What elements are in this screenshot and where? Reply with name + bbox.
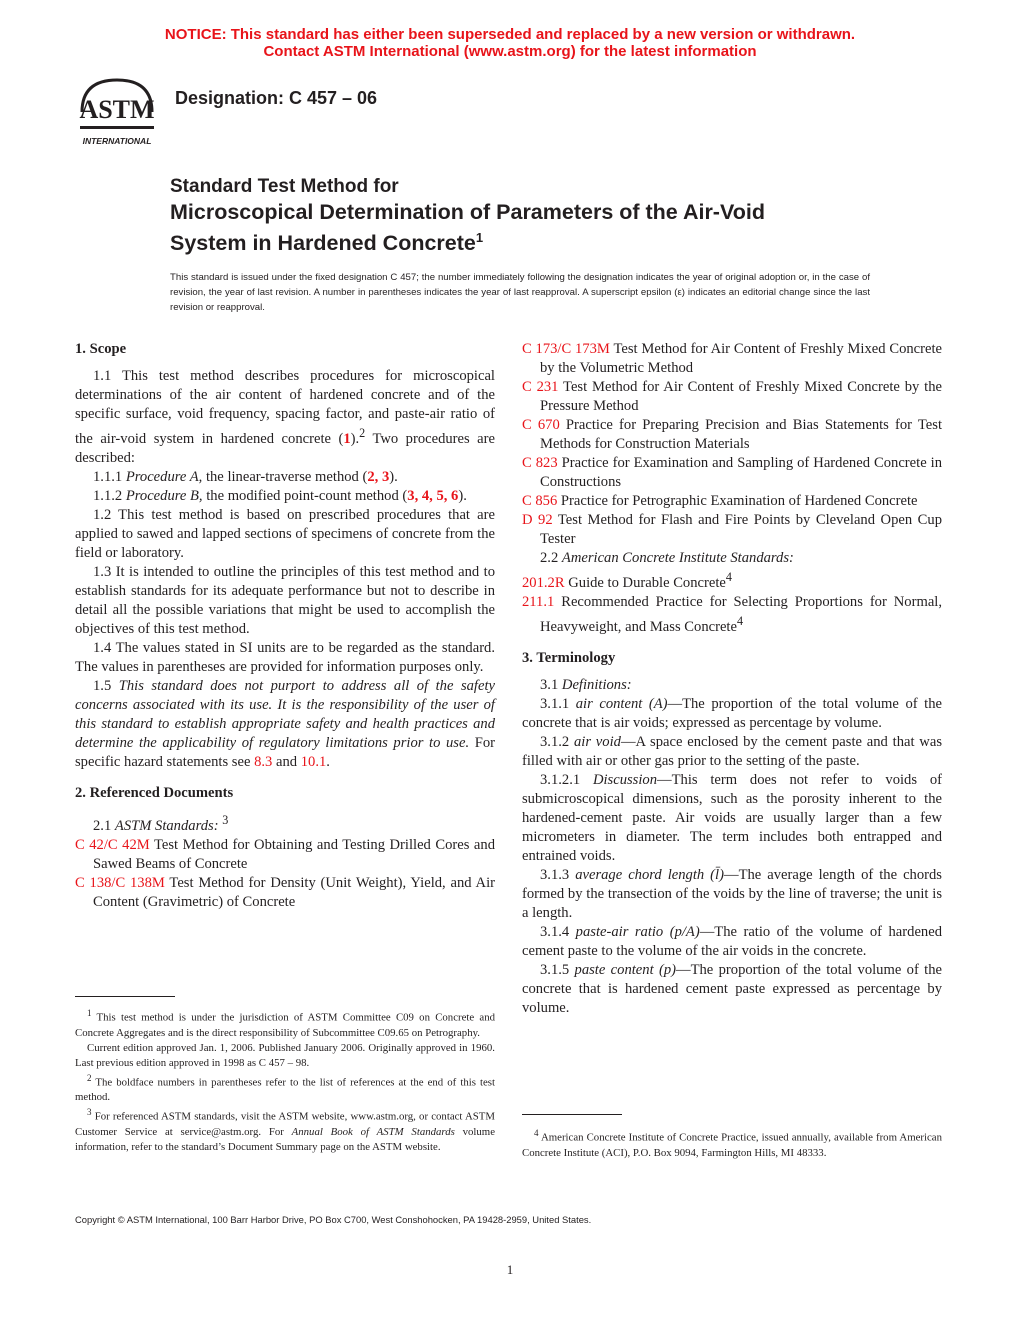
footnotes-right	[522, 1126, 942, 1161]
notice-line-1: NOTICE: This standard has either been superseded and replaced by a new version or withdrawn.	[164, 26, 856, 43]
ref-code-link[interactable]: D 92	[522, 512, 553, 528]
para-2-2: 2.2 American Concrete Institute Standards:	[540, 550, 794, 566]
logo-subtitle: INTERNATIONAL	[82, 136, 152, 146]
para-3-1: 3.1 Definitions:	[540, 676, 632, 693]
para-1-4: 1.4 The values stated in SI units are to be regarded as the standard. The values in parentheses are provided for information purposes only.	[75, 639, 495, 675]
ref-code-link[interactable]: C 173/C 173M	[522, 341, 610, 357]
page-number: 1	[506, 1262, 514, 1277]
footnote-rule-right	[522, 1114, 622, 1115]
notice-line-2: Contact ASTM International (www.astm.org) for the latest information	[263, 43, 757, 60]
designation: Designation: C 457 – 06	[175, 88, 378, 108]
section-heading-terminology: 3. Terminology	[522, 649, 616, 666]
title-main	[170, 200, 890, 256]
footnote-rule-left	[75, 996, 175, 997]
ref-item: C 231 Test Method for Air Content of Freshly Mixed Concrete by the Pressure Method	[522, 379, 942, 414]
ref-code-link[interactable]: C 856	[522, 493, 558, 509]
para-1-5: 1.5 This standard does not purport to address all of the safety concerns associated with its use. It is the responsibility of the user of this standard to establish appropriate safety and health practices and determine the applicability of regulatory limitations prior to use. For specific hazard statements see 8.3 and 10.1.	[75, 677, 495, 770]
ref-links-2-3[interactable]: 2, 3	[367, 468, 390, 485]
title-line-3: System in Hardened Concrete$^1$	[170, 230, 484, 256]
link-8-3[interactable]: 8.3	[254, 753, 273, 770]
section-heading-referenced: 2. Referenced Documents	[75, 784, 234, 801]
def-3-1-2: 3.1.2 air void—A space enclosed by the cement paste and that was filled with air or other gas prior to the setting of the paste.	[522, 733, 942, 769]
ref-item: C 670 Practice for Preparing Precision and Bias Statements for Test Methods for Construction Materials	[522, 417, 942, 452]
footnote-3: $^3$ For referenced ASTM standards, visit the ASTM website, www.astm.org, or contact ASTM Customer Service at service@astm.org. For Annual Book of ASTM Standards volume information, refer to the standard’s Document Summary page on the ASTM website.	[75, 1107, 495, 1153]
ref-item: C 42/C 42M Test Method for Obtaining and Testing Drilled Cores and Sawed Beams of Concrete	[75, 836, 495, 872]
aci-code-link[interactable]: 211.1	[522, 593, 555, 610]
astm-logo	[72, 72, 162, 152]
title-line-2: Microscopical Determination of Parameters of the Air-Void	[170, 200, 765, 224]
para-1-1-2: 1.1.2 Procedure B, the modified point-count method (3, 4, 5, 6).	[93, 487, 467, 504]
footnote-1: $^1$ This test method is under the jurisdiction of ASTM Committee C09 on Concrete and Concrete Aggregates and is the direct responsibility of Subcommittee C09.65 on Petrography.	[75, 1008, 495, 1039]
logo-letters: ASTM	[79, 95, 155, 124]
aci-item: 201.2R Guide to Durable Concrete$^4$	[522, 570, 732, 591]
para-1-3: 1.3 It is intended to outline the principles of this test method and to establish standards for its adequate performance but not to describe in detail all the possible variations that might be used to accomplish the objectives of this test method.	[75, 563, 495, 637]
ref-item: D 92 Test Method for Flash and Fire Points by Cleveland Open Cup Tester	[522, 512, 942, 547]
section-heading-scope: 1. Scope	[75, 341, 127, 357]
left-column	[75, 340, 495, 912]
right-column	[522, 340, 942, 1018]
para-2-1: 2.1 ASTM Standards: $^3$	[93, 812, 229, 834]
ref-code-link[interactable]: C 670	[522, 417, 560, 433]
copyright: Copyright © ASTM International, 100 Barr Harbor Drive, PO Box C700, West Conshohocken, PA 19428-2959, United States.	[75, 1214, 592, 1225]
ref-links-3-6[interactable]: 3, 4, 5, 6	[407, 487, 459, 504]
def-3-1-5: 3.1.5 paste content (p)—The proportion of the total volume of the concrete that is hardened cement paste expressed as percentage by volume.	[522, 961, 942, 1016]
withdrawal-notice	[0, 26, 1020, 60]
ref-item: C 823 Practice for Examination and Sampling of Hardened Concrete in Constructions	[522, 455, 943, 490]
footnote-4: $^4$ American Concrete Institute of Concrete Practice, issued annually, available from American Concrete Institute (ACI), P.O. Box 9094, Farmington Hills, MI 48333.	[522, 1128, 942, 1159]
ref-link-1[interactable]: 1	[343, 430, 351, 447]
aci-code-link[interactable]: 201.2R	[522, 574, 565, 591]
footnote-2: $^2$ The boldface numbers in parentheses refer to the list of references at the end of this test method.	[75, 1072, 495, 1104]
ref-item: C 856 Practice for Petrographic Examination of Hardened Concrete	[522, 493, 918, 509]
para-1-1-1: 1.1.1 Procedure A, the linear-traverse method (2, 3).	[93, 468, 398, 485]
ref-item: C 138/C 138M Test Method for Density (Unit Weight), Yield, and Air Content (Gravimetric) of Concrete	[75, 874, 496, 910]
title-line-1: Standard Test Method for	[170, 176, 399, 197]
ref-code-link[interactable]: C 231	[522, 379, 559, 395]
def-3-1-2-1: 3.1.2.1 Discussion—This term does not refer to voids of submicroscopical dimensions, such as the porosity inherent to the hardened-cement paste. Air voids are usually larger than a few micrometers in diameter. The term includes both entrapped and entrained voids.	[522, 771, 942, 864]
issue-note: This standard is issued under the fixed designation C 457; the number immediately following the designation indicates the year of original adoption or, in the case of revision, the year of last revision. A number in parentheses indicates the year of last reapproval. A superscript epsilon (ε) indicates an editorial change since the last revision or reapproval.	[170, 272, 870, 313]
footnotes-left	[75, 1006, 495, 1155]
def-3-1-1: 3.1.1 air content (A)—The proportion of the total volume of the concrete that is air voids; expressed as percentage by volume.	[522, 695, 942, 731]
ref-code-link[interactable]: C 42/C 42M	[75, 836, 150, 853]
def-3-1-3: 3.1.3 average chord length (l̄)—The average length of the chords formed by the transection of the voids by the line of traverse; the unit is a length.	[522, 866, 942, 921]
ref-code-link[interactable]: C 138/C 138M	[75, 874, 165, 891]
ref-code-link[interactable]: C 823	[522, 455, 558, 471]
para-1-1: 1.1 This test method describes procedures for microscopical determinations of the air content of hardened concrete and of the specific surface, void frequency, spacing factor, and paste-air ratio of the air-void system in hardened concrete (1).$^2$ Two procedures are described:	[75, 368, 495, 466]
ref-item: C 173/C 173M Test Method for Air Content of Freshly Mixed Concrete by the Volumetric Method	[522, 341, 943, 376]
aci-item: 211.1 Recommended Practice for Selecting Proportions for Normal, Heavyweight, and Mass Concrete$^4$	[522, 593, 942, 635]
title-footnote-mark: 1	[475, 230, 484, 245]
para-1-2: 1.2 This test method is based on prescribed procedures that are applied to sawed and lapped sections of specimens of concrete from the field or laboratory.	[75, 506, 495, 561]
def-3-1-4: 3.1.4 paste-air ratio (p/A)—The ratio of the volume of hardened cement paste to the volume of the air voids in the concrete.	[522, 923, 942, 959]
link-10-1[interactable]: 10.1	[300, 753, 327, 770]
footnote-1b: Current edition approved Jan. 1, 2006. Published January 2006. Originally approved in 1960. Last previous edition approved in 1998 as C 457 – 98.	[75, 1041, 495, 1069]
